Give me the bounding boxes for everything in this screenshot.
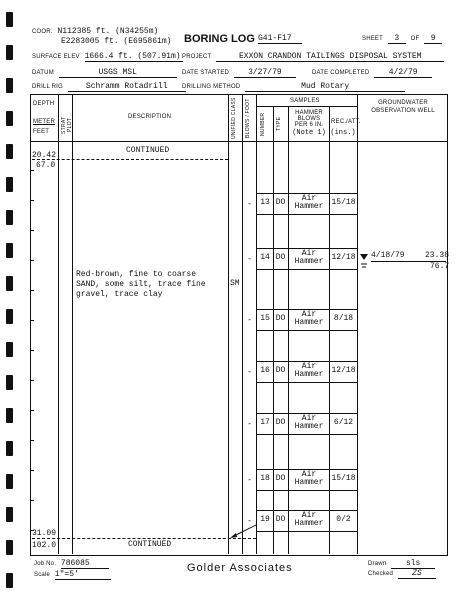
drawn-by: [368, 560, 435, 569]
hammer-header: HAMMER BLOWS PER 6 IN.: [294, 110, 324, 128]
sample-rec: 15/18: [331, 198, 356, 207]
description-line3: gravel, trace clay: [76, 290, 163, 299]
sample-number: 18: [260, 474, 270, 483]
coord-line1: N112385 ft. (N34255m): [57, 27, 159, 36]
groundwater-date: 4/18/79: [371, 251, 405, 260]
binder-hole: [6, 441, 13, 456]
col-line-desc: [228, 94, 229, 554]
sample-type: DO: [275, 253, 286, 262]
drawn-label: Drawn: [368, 561, 387, 567]
drilling-method: [182, 83, 405, 92]
sample-hammer-line2: Hammer: [294, 370, 324, 379]
col-line-rec: [357, 94, 358, 554]
binder-hole: [6, 309, 13, 324]
date-completed-value: 4/2/79: [374, 69, 432, 78]
water-level-icon: [358, 252, 370, 270]
termination-arrow-icon: [228, 517, 258, 540]
sample-number: 17: [260, 418, 270, 427]
feet-header: FEET: [33, 129, 50, 135]
sample-hammer-line2: Hammer: [294, 422, 324, 431]
sample-hammer-line2: Hammer: [294, 202, 324, 211]
sample-hammer-line1: Air: [301, 249, 317, 258]
sample-rec: 8/18: [333, 314, 354, 323]
binder-hole: [6, 12, 13, 27]
binder-hole: [6, 210, 13, 225]
sample-blows: -: [247, 420, 252, 429]
sample-blows: -: [247, 368, 252, 377]
sample-number: 13: [260, 198, 270, 207]
coordinates: [32, 28, 158, 36]
sheet-total: 9: [424, 35, 442, 44]
sheet-number: 3: [388, 35, 406, 44]
number-header: NUMBER: [260, 112, 266, 136]
sample-type: DO: [275, 515, 286, 524]
datum-value: USGS MSL: [59, 69, 177, 78]
col-line-blows: [256, 94, 257, 554]
job-number: [34, 560, 109, 569]
sample-number: 19: [260, 515, 270, 524]
sample-blows: -: [247, 476, 252, 485]
sample-hammer-line1: Air: [301, 194, 317, 203]
description-line2: SAND, some silt, trace fine: [76, 280, 206, 289]
log-id: G41-F17: [258, 35, 302, 44]
coord-line2: E2283005 ft. (E695861m): [61, 37, 172, 46]
depth-bottom-meter: 31.09: [32, 529, 57, 538]
date-completed-label: DATE COMPLETED: [312, 70, 370, 76]
unified-class-value: SM: [230, 279, 240, 288]
sample-blows: -: [247, 255, 252, 264]
sample-hammer-line2: Hammer: [294, 519, 324, 528]
unified-class-header: UNIFIED CLASS: [231, 97, 237, 139]
drilling-method-label: DRILLING METHOD: [182, 84, 241, 90]
groundwater-value-feet: 76.7: [430, 262, 450, 271]
sample-hammer-line1: Air: [301, 470, 317, 479]
note-header: (Note 1): [292, 129, 326, 137]
rec-header: REC./ATT.: [331, 119, 361, 125]
checked-label: Checked: [368, 571, 394, 577]
sample-rec: 0/2: [336, 515, 351, 524]
sample-rec: 12/18: [331, 253, 356, 262]
sample-hammer-line2: Hammer: [294, 257, 324, 266]
project-value: EXXON CRANDON TAILINGS DISPOSAL SYSTEM: [216, 53, 444, 62]
drill-rig-label: DRILL RIG: [32, 84, 63, 90]
project-label: PROJECT: [182, 54, 212, 60]
groundwater-value-meter: 23.38: [425, 251, 450, 260]
sample-rec: 12/18: [331, 366, 356, 375]
coord-label: COOR.: [32, 29, 53, 35]
sample-hammer-line1: Air: [301, 362, 317, 371]
binder-hole: [6, 144, 13, 159]
date-completed: [312, 69, 432, 78]
sample-hammer-line2: Hammer: [294, 478, 324, 487]
binder-hole: [6, 474, 13, 489]
groundwater-header: GROUNDWATER OBSERVATION WELL: [371, 100, 435, 114]
scale-label: Scale: [34, 572, 51, 578]
col-line-strat: [72, 94, 73, 554]
sample-rec: 15/18: [331, 474, 356, 483]
binder-hole: [6, 45, 13, 60]
datum-label: DATUM: [32, 70, 54, 76]
date-started: [182, 69, 296, 78]
sheet-label: SHEET: [362, 36, 384, 42]
depth-top-meter: 20.42: [32, 151, 57, 160]
description-header: DESCRIPTION: [128, 114, 172, 120]
strat-plot-header: STRAT PLOT: [61, 116, 73, 134]
scale-value: 1"=5': [55, 571, 111, 580]
scale: [34, 571, 111, 580]
sheet-info: [362, 35, 442, 44]
checked-by: [368, 570, 436, 579]
header-divider: [30, 141, 448, 142]
sample-hammer-line1: Air: [301, 414, 317, 423]
job-label: Job No.: [34, 561, 57, 567]
col-line-depth: [58, 94, 59, 554]
type-header: TYPE: [276, 116, 282, 132]
of-label: OF: [410, 36, 420, 42]
page-title: BORING LOG: [184, 33, 255, 45]
surface-elev: [32, 53, 183, 62]
job-value: 786085: [61, 560, 109, 569]
depth-top-feet: 67.0: [36, 161, 56, 170]
depth-header: DEPTH: [33, 101, 55, 107]
meter-header: METER: [33, 119, 55, 125]
date-started-value: 3/27/79: [234, 69, 296, 78]
binder-hole: [6, 375, 13, 390]
sample-hammer-line1: Air: [301, 511, 317, 520]
sample-type: DO: [275, 198, 286, 207]
drill-rig-value: Schramm Rotadrill: [68, 83, 186, 92]
binder-hole: [6, 177, 13, 192]
blows-foot-header: BLOWS / FOOT: [245, 98, 251, 138]
binder-hole: [6, 111, 13, 126]
continued-top-line: [32, 159, 228, 160]
sample-hammer-line2: Hammer: [294, 318, 324, 327]
sample-blows: -: [247, 316, 252, 325]
binder-hole: [6, 276, 13, 291]
binder-hole: [6, 507, 13, 522]
sample-number: 15: [260, 314, 270, 323]
drilling-method-value: Mud Rotary: [245, 83, 405, 92]
ins-header: (ins.): [330, 129, 356, 137]
datum: [32, 69, 177, 78]
sample-type: DO: [275, 474, 286, 483]
surface-elev-label: SURFACE ELEV: [32, 54, 80, 60]
drill-rig: [32, 83, 186, 92]
samples-divider: [256, 106, 357, 107]
depth-bottom-feet: 102.0: [32, 541, 57, 550]
sample-number: 14: [260, 253, 270, 262]
binder-hole: [6, 78, 13, 93]
sample-number: 16: [260, 366, 270, 375]
sample-type: DO: [275, 418, 286, 427]
sample-type: DO: [275, 366, 286, 375]
samples-header: SAMPLES: [290, 98, 320, 104]
checked-value: ZS: [398, 570, 436, 579]
drawn-value: sls: [391, 560, 435, 569]
sample-blows: -: [247, 200, 252, 209]
date-started-label: DATE STARTED: [182, 70, 230, 76]
sample-hammer-line1: Air: [301, 310, 317, 319]
surface-elev-value: 1666.4 ft. (507.91m): [84, 52, 181, 61]
binder-hole: [6, 573, 13, 588]
project: [182, 53, 444, 62]
description-line1: Red-brown, fine to coarse: [76, 270, 197, 279]
binder-hole: [6, 342, 13, 357]
sample-type: DO: [275, 314, 286, 323]
continued-bottom-line: [32, 538, 256, 539]
company-name: Golder Associates: [187, 562, 293, 574]
sample-rec: 6/12: [333, 418, 354, 427]
continued-top: CONTINUED: [126, 146, 170, 155]
log-table: [30, 94, 448, 556]
binder-hole: [6, 243, 13, 258]
binder-hole: [6, 540, 13, 555]
soil-description: [76, 270, 206, 300]
sample-blows: -: [247, 517, 252, 526]
continued-bottom: CONTINUED: [128, 540, 172, 549]
binder-hole: [6, 408, 13, 423]
